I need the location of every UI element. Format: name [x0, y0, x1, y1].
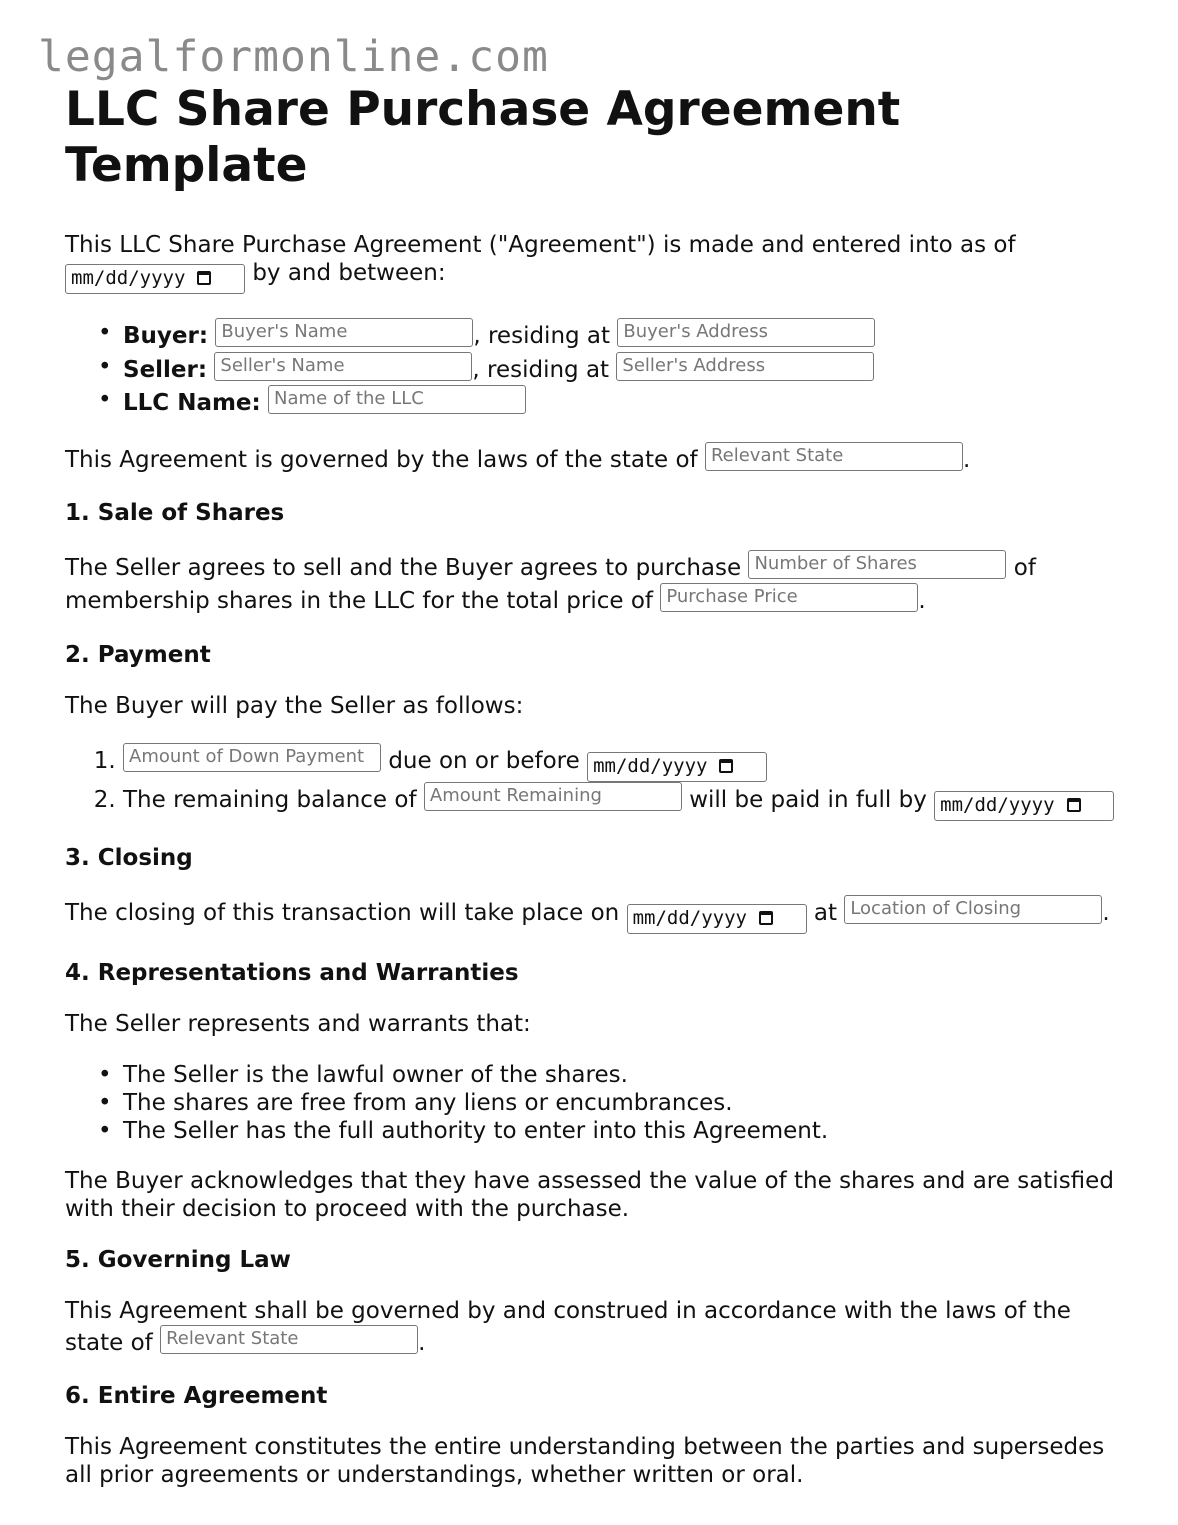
paid-in-full-text: will be paid in full by	[689, 786, 927, 813]
period: .	[418, 1329, 426, 1356]
amount-remaining-input[interactable]: Amount Remaining	[424, 782, 682, 811]
closing-date-input[interactable]	[627, 904, 807, 934]
section-5-text: This Agreement shall be governed by and construed in accordance with the laws of the state of	[65, 1297, 1071, 1356]
watermark: legalformonline.com	[38, 32, 549, 82]
seller-name-input[interactable]: Seller's Name	[214, 352, 472, 381]
agreement-date-value: mm/dd/yyyy	[71, 267, 186, 289]
section-5-heading: 5. Governing Law	[65, 1246, 291, 1273]
closing-location-input[interactable]: Location of Closing	[844, 895, 1102, 924]
down-payment-input[interactable]: Amount of Down Payment	[123, 743, 381, 772]
number-of-shares-input[interactable]: Number of Shares	[748, 550, 1006, 579]
payment-item-2	[123, 782, 1125, 821]
list-item-llc	[123, 385, 1125, 419]
section-3-text: The closing of this transaction will take place on	[65, 899, 620, 926]
warranties-list	[65, 1061, 1125, 1145]
section-1-text-middle: of membership shares in the LLC for the total price of	[65, 554, 1036, 614]
date-value: mm/dd/yyyy	[632, 906, 747, 929]
section-6-heading: 6. Entire Agreement	[65, 1382, 328, 1409]
intro-paragraph	[65, 231, 1125, 294]
date-value: mm/dd/yyyy	[940, 793, 1055, 816]
section-4-closing: The Buyer acknowledges that they have assessed the value of the shares and are satisfied with their decision to proceed with the purchase.	[65, 1167, 1114, 1222]
section-1-heading: 1. Sale of Shares	[65, 499, 285, 526]
list-item: • The shares are free from any liens or encumbrances.	[123, 1089, 1125, 1117]
period: .	[1102, 899, 1110, 926]
list-item-seller	[123, 352, 1125, 386]
buyer-address-input[interactable]: Buyer's Address	[617, 318, 875, 347]
list-item-buyer	[123, 318, 1125, 352]
state-input[interactable]: Relevant State	[705, 442, 963, 471]
governed-text: This Agreement is governed by the laws of the state of	[65, 446, 698, 473]
agreement-date-input[interactable]	[65, 264, 245, 294]
residing-text: , residing at	[473, 323, 611, 349]
page-title: LLC Share Purchase Agreement Template	[65, 82, 901, 193]
buyer-name-input[interactable]: Buyer's Name	[215, 318, 473, 347]
calendar-icon[interactable]	[759, 911, 773, 925]
section-2-heading: 2. Payment	[65, 641, 211, 668]
purchase-price-input[interactable]: Purchase Price	[660, 583, 918, 612]
section-5-paragraph	[65, 1297, 1125, 1357]
llc-label: LLC Name:	[123, 390, 261, 416]
payment-item-1	[123, 743, 1125, 782]
residing-text: , residing at	[472, 356, 610, 383]
section-4-intro: The Seller represents and warrants that:	[65, 1010, 531, 1037]
section-4-heading: 4. Representations and Warranties	[65, 959, 519, 986]
calendar-icon[interactable]	[719, 759, 733, 773]
section-6-paragraph: This Agreement constitutes the entire understanding between the parties and supersedes all prior agreements or understandings, whether written or oral.	[65, 1433, 1105, 1488]
at-text: at	[813, 899, 838, 926]
section-3-paragraph	[65, 895, 1125, 934]
remaining-text: The remaining balance of	[123, 786, 417, 813]
list-item: • The Seller has the full authority to enter into this Agreement.	[123, 1117, 1125, 1145]
intro-text: This LLC Share Purchase Agreement ("Agreement") is made and entered into as of	[65, 232, 1016, 258]
down-payment-date-input[interactable]	[587, 752, 767, 782]
payment-list	[65, 743, 1125, 821]
llc-name-input[interactable]: Name of the LLC	[268, 385, 526, 414]
section-3-heading: 3. Closing	[65, 844, 193, 871]
section-1-paragraph	[65, 550, 1125, 616]
calendar-icon[interactable]	[197, 271, 211, 285]
section-2-intro: The Buyer will pay the Seller as follows:	[65, 692, 524, 719]
intro-text-after: by and between:	[252, 260, 446, 286]
period: .	[918, 587, 926, 614]
balance-date-input[interactable]	[934, 791, 1114, 821]
list-item: • The Seller is the lawful owner of the shares.	[123, 1061, 1125, 1089]
document-body	[65, 82, 1125, 1489]
governed-paragraph	[65, 442, 1125, 474]
parties-list	[65, 318, 1125, 419]
date-value: mm/dd/yyyy	[593, 754, 708, 777]
seller-address-input[interactable]: Seller's Address	[616, 352, 874, 381]
period: .	[962, 446, 971, 473]
calendar-icon[interactable]	[1067, 798, 1081, 812]
governing-state-input[interactable]: Relevant State	[160, 1325, 418, 1354]
due-text: due on or before	[388, 747, 580, 774]
buyer-label: Buyer:	[123, 323, 209, 349]
seller-label: Seller:	[123, 356, 208, 383]
section-1-text: The Seller agrees to sell and the Buyer agrees to purchase	[65, 554, 742, 581]
